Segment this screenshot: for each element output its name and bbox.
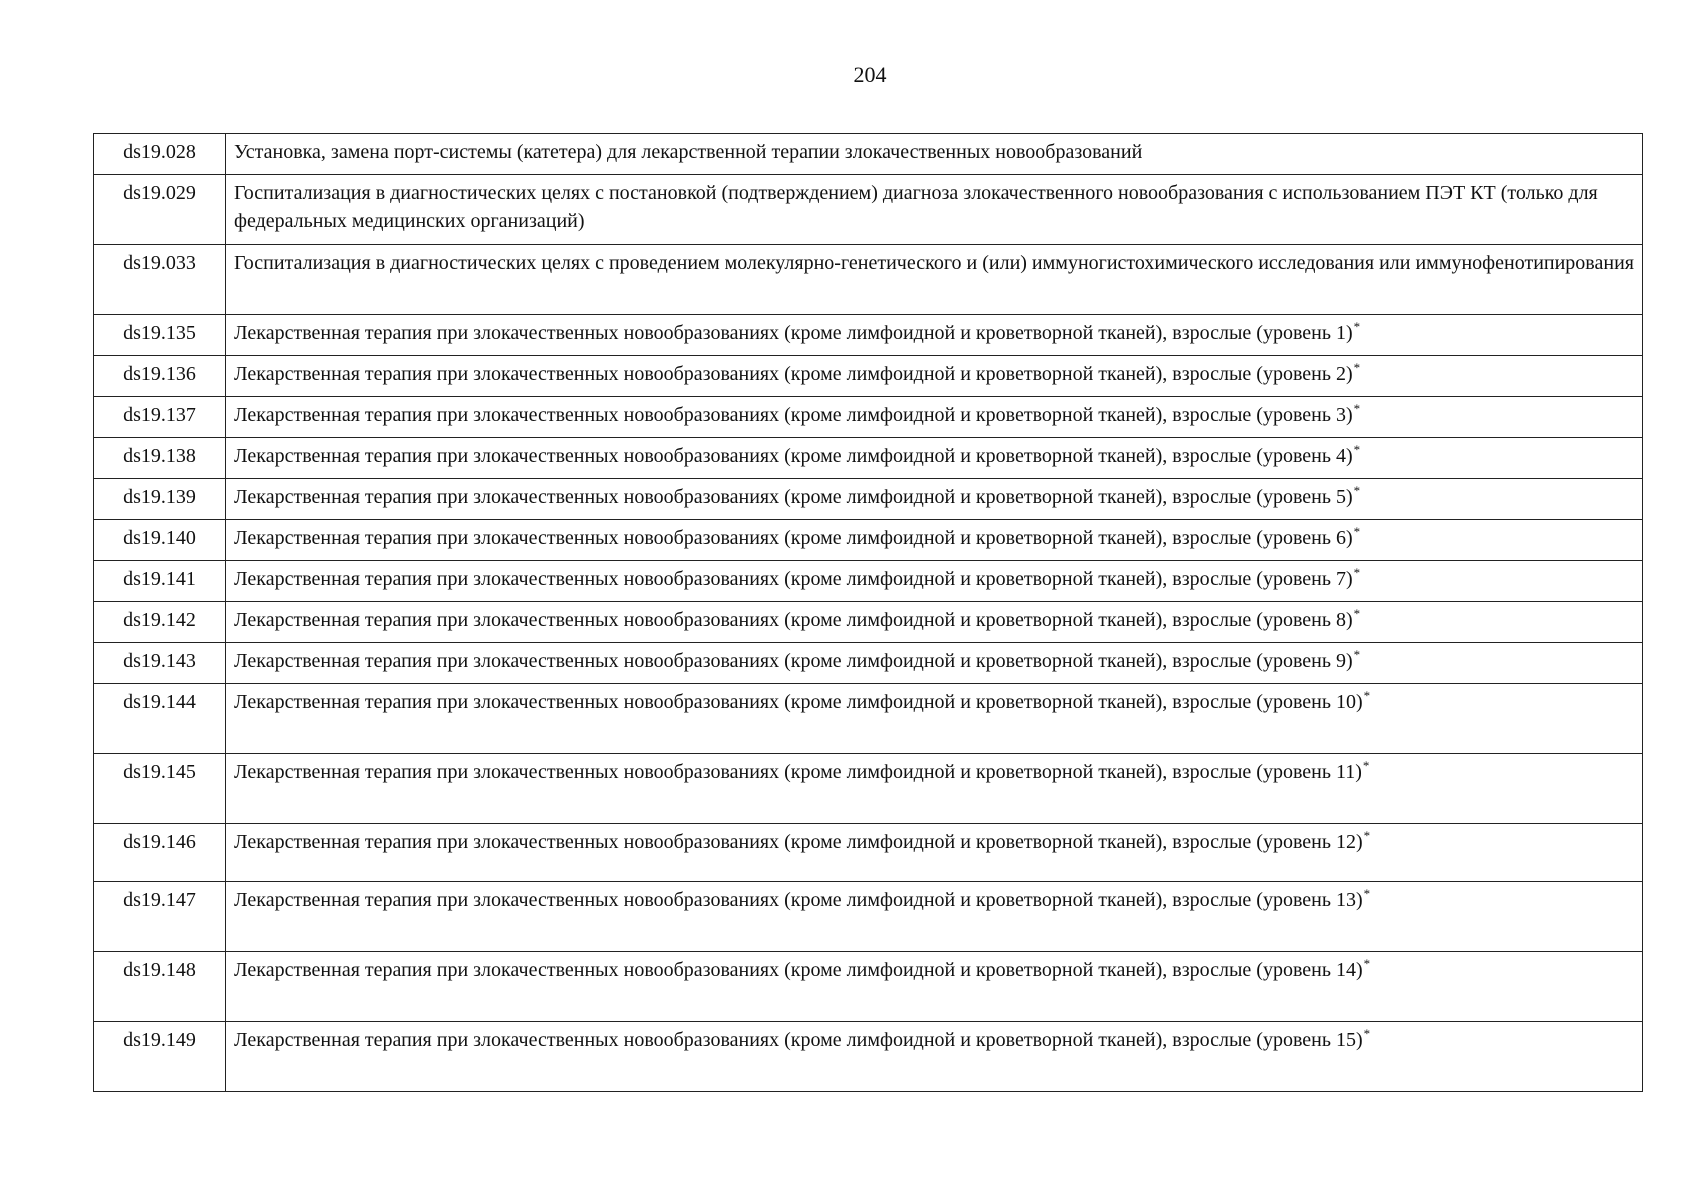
row-code: ds19.028 [94,134,226,175]
table-row [94,643,1643,684]
row-code: ds19.144 [94,684,226,754]
row-description-text: Лекарственная терапия при злокачественных новообразованиях (кроме лимфоидной и кроветворной тканей), взрослые (уровень 2) [234,363,1353,385]
row-description [226,824,1643,882]
table-row [94,561,1643,602]
row-description [226,602,1643,643]
footnote-mark: * [1363,828,1371,844]
row-description [226,134,1643,175]
footnote-mark: * [1353,647,1361,663]
table-row [94,952,1643,1022]
row-description-text: Лекарственная терапия при злокачественных новообразованиях (кроме лимфоидной и кроветворной тканей), взрослые (уровень 8) [234,609,1353,631]
row-code: ds19.137 [94,397,226,438]
row-code: ds19.142 [94,602,226,643]
row-description [226,643,1643,684]
footnote-mark: * [1353,401,1361,417]
row-description-text: Лекарственная терапия при злокачественных новообразованиях (кроме лимфоидной и кроветворной тканей), взрослые (уровень 14) [234,959,1363,981]
row-description-text: Лекарственная терапия при злокачественных новообразованиях (кроме лимфоидной и кроветворной тканей), взрослые (уровень 5) [234,486,1353,508]
footnote-mark: * [1363,1026,1371,1042]
row-description-text: Госпитализация в диагностических целях с постановкой (подтверждением) диагноза злокачественного новообразования с использованием ПЭТ КТ (только для федеральных медицинских организаций) [234,182,1598,232]
row-description [226,684,1643,754]
row-code: ds19.148 [94,952,226,1022]
table-row [94,479,1643,520]
footnote-mark: * [1363,688,1371,704]
row-description-text: Лекарственная терапия при злокачественных новообразованиях (кроме лимфоидной и кроветворной тканей), взрослые (уровень 13) [234,889,1363,911]
row-code: ds19.146 [94,824,226,882]
row-description-text: Лекарственная терапия при злокачественных новообразованиях (кроме лимфоидной и кроветворной тканей), взрослые (уровень 12) [234,831,1363,853]
row-description-text: Лекарственная терапия при злокачественных новообразованиях (кроме лимфоидной и кроветворной тканей), взрослые (уровень 15) [234,1029,1363,1051]
footnote-mark: * [1362,758,1370,774]
row-description-text: Лекарственная терапия при злокачественных новообразованиях (кроме лимфоидной и кроветворной тканей), взрослые (уровень 1) [234,322,1353,344]
row-code: ds19.145 [94,754,226,824]
row-description-text: Лекарственная терапия при злокачественных новообразованиях (кроме лимфоидной и кроветворной тканей), взрослые (уровень 10) [234,691,1363,713]
row-code: ds19.029 [94,175,226,245]
table-row [94,245,1643,315]
row-description [226,952,1643,1022]
footnote-mark: * [1353,565,1361,581]
row-description [226,520,1643,561]
table-row [94,520,1643,561]
row-description-text: Госпитализация в диагностических целях с проведением молекулярно-генетического и (или) иммуногистохимического исследования или иммунофенотипирования [234,252,1634,274]
page-number: 204 [853,62,887,87]
footnote-mark: * [1353,524,1361,540]
table-row [94,824,1643,882]
row-description-text: Лекарственная терапия при злокачественных новообразованиях (кроме лимфоидной и кроветворной тканей), взрослые (уровень 7) [234,568,1353,590]
footnote-mark: * [1353,319,1361,335]
row-description-text: Лекарственная терапия при злокачественных новообразованиях (кроме лимфоидной и кроветворной тканей), взрослые (уровень 9) [234,650,1353,672]
row-description [226,479,1643,520]
table-row [94,754,1643,824]
row-description [226,1022,1643,1092]
row-code: ds19.033 [94,245,226,315]
row-code: ds19.135 [94,315,226,356]
row-description-text: Лекарственная терапия при злокачественных новообразованиях (кроме лимфоидной и кроветворной тканей), взрослые (уровень 6) [234,527,1353,549]
table-row [94,315,1643,356]
row-code: ds19.139 [94,479,226,520]
row-description [226,882,1643,952]
row-description-text: Лекарственная терапия при злокачественных новообразованиях (кроме лимфоидной и кроветворной тканей), взрослые (уровень 4) [234,445,1353,467]
row-description [226,397,1643,438]
row-code: ds19.140 [94,520,226,561]
row-description-text: Лекарственная терапия при злокачественных новообразованиях (кроме лимфоидной и кроветворной тканей), взрослые (уровень 11) [234,761,1362,783]
footnote-mark: * [1353,360,1361,376]
footnote-mark: * [1363,886,1371,902]
footnote-mark: * [1353,483,1361,499]
row-code: ds19.141 [94,561,226,602]
table-row [94,882,1643,952]
row-description [226,245,1643,315]
table-row [94,397,1643,438]
row-code: ds19.147 [94,882,226,952]
row-code: ds19.149 [94,1022,226,1092]
table-row [94,438,1643,479]
row-description [226,438,1643,479]
table-row [94,684,1643,754]
footnote-mark: * [1363,956,1371,972]
table-row [94,1022,1643,1092]
row-description [226,754,1643,824]
footnote-mark: * [1353,606,1361,622]
row-description-text: Лекарственная терапия при злокачественных новообразованиях (кроме лимфоидной и кроветворной тканей), взрослые (уровень 3) [234,404,1353,426]
table-row [94,356,1643,397]
row-description [226,561,1643,602]
row-code: ds19.143 [94,643,226,684]
row-description-text: Установка, замена порт-системы (катетера) для лекарственной терапии злокачественных новообразований [234,141,1143,163]
footnote-mark: * [1353,442,1361,458]
row-description [226,175,1643,245]
row-description [226,356,1643,397]
table-row [94,602,1643,643]
tariff-table [93,133,1643,1092]
table-row [94,134,1643,175]
row-code: ds19.136 [94,356,226,397]
row-code: ds19.138 [94,438,226,479]
table-row [94,175,1643,245]
row-description [226,315,1643,356]
